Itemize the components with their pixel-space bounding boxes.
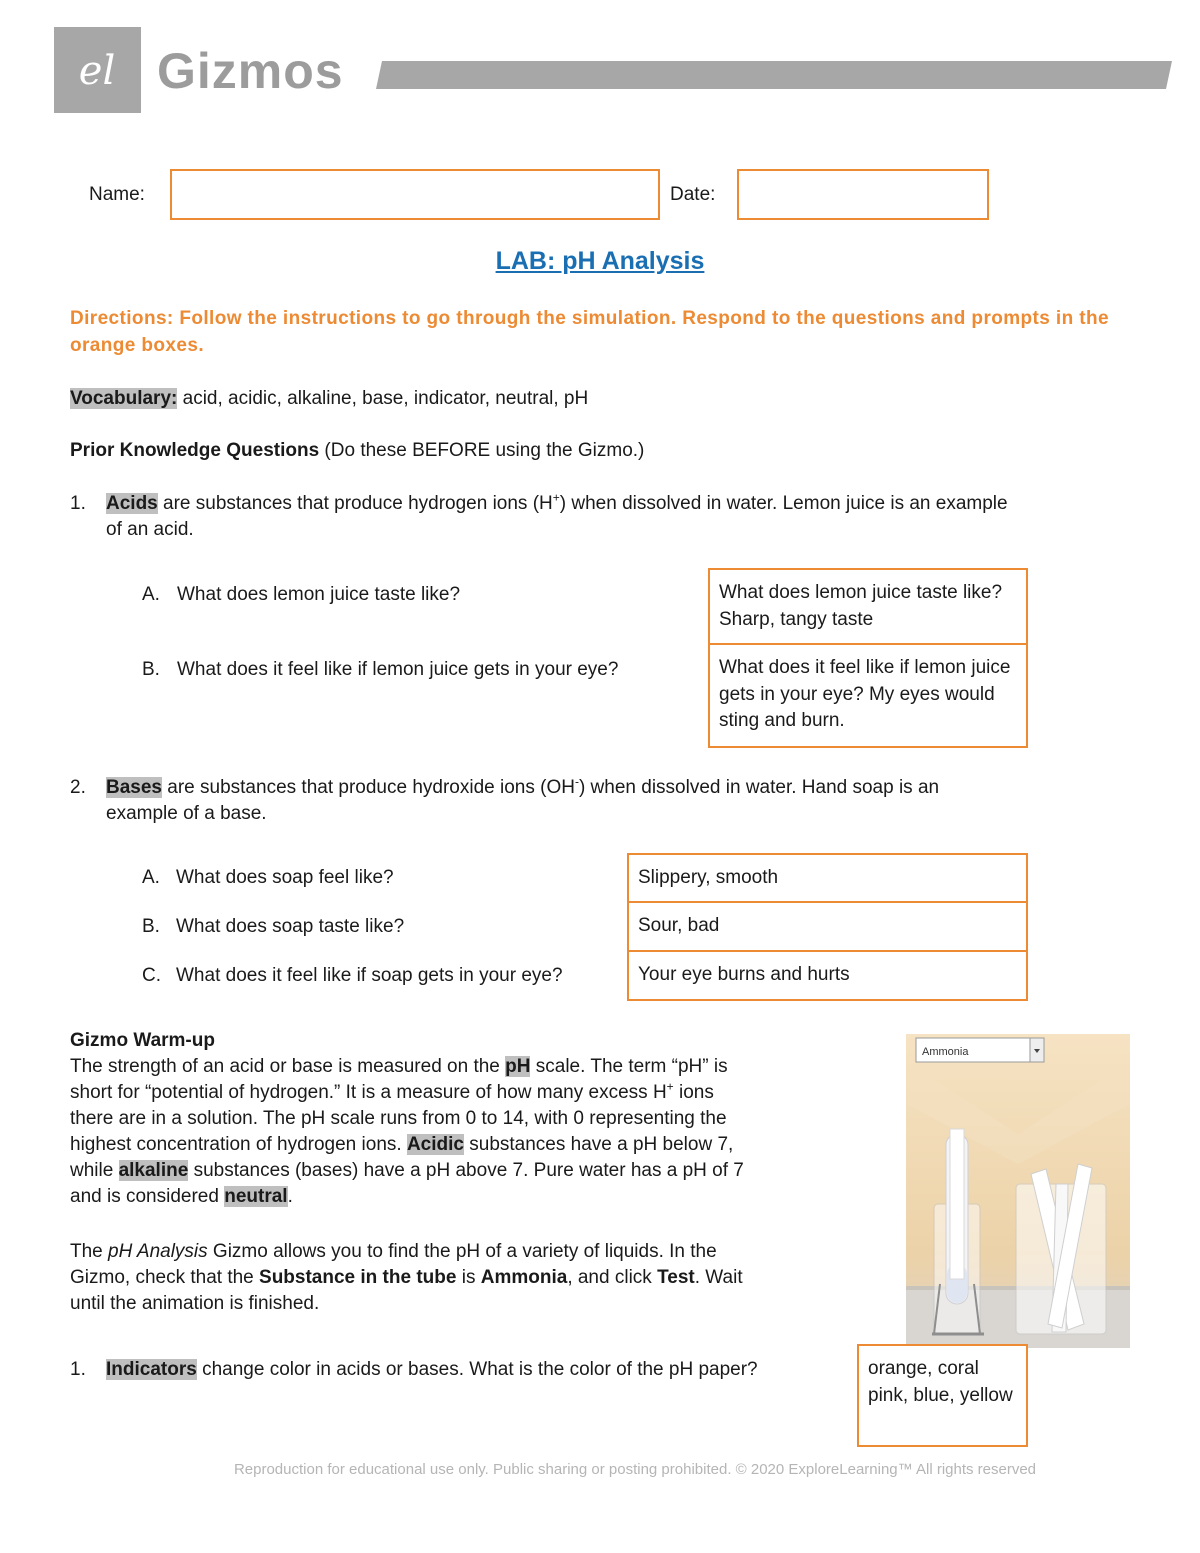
w2-t6: . Wait [694,1267,743,1288]
name-field[interactable] [170,169,660,220]
test-tube [946,1129,968,1304]
w2-t3: Gizmo, check that the [70,1267,260,1288]
brand-name: Gizmos [157,43,344,99]
w2-t1: The [70,1241,109,1262]
q1-number: 1. [70,493,86,514]
warmup-paragraph-1 [70,1054,850,1210]
svg-text:Ammonia: Ammonia [922,1046,969,1058]
q2c-answer-box[interactable]: Your eye burns and hurts [627,950,1028,1001]
warmup-q1-number: 1. [70,1359,86,1380]
substance-dropdown[interactable] [916,1038,1044,1062]
vocabulary-terms: acid, acidic, alkaline, base, indicator, neutral, pH [177,388,589,409]
name-label: Name: [89,184,145,205]
q2b-question: What does soap taste like? [176,916,405,937]
q1-keyword: Acids [106,493,158,514]
page-title: LAB: pH Analysis [495,247,705,275]
header-bar [376,61,1172,89]
brand-logo-mark [54,27,141,113]
q2-text-c: example of a base. [106,803,267,824]
warmup-q1-text [106,1357,758,1383]
beaker-with-ph-strips [1016,1164,1106,1334]
w2-t4: is [456,1267,481,1288]
q1-text-c: of an acid. [106,519,194,540]
vocabulary-line [70,386,588,412]
q1-text [106,491,1146,543]
w2-substance-label: Substance in the tube [259,1267,457,1288]
date-label: Date: [670,184,716,205]
q1b-question: What does it feel like if lemon juice gets in your eye? [177,659,619,680]
q2a-question: What does soap feel like? [176,867,394,888]
date-value [739,163,757,194]
prior-knowledge-title: Prior Knowledge Questions [70,440,320,461]
q2-sup: - [574,774,579,789]
q2a-answer-box[interactable]: Slippery, smooth [627,853,1028,903]
w-alkaline-term: alkaline [118,1160,189,1181]
gizmo-simulation-image [906,1034,1130,1348]
q1-text-a: are substances that produce hydrogen ions (H [157,493,553,514]
q1-sup: + [552,490,560,505]
warmup-q1-answer-box[interactable]: orange, coral pink, blue, yellow [857,1344,1028,1447]
w2-t5: , and click [567,1267,658,1288]
w-t2: scale. The term “pH” is [530,1056,728,1077]
warmup-heading: Gizmo Warm-up [70,1030,215,1051]
w-t5: there are in a solution. The pH scale runs from 0 to 14, with 0 representing the [70,1108,727,1129]
w-t9: substances (bases) have a pH above 7. Pure water has a pH of 7 [188,1160,744,1181]
warmup-paragraph-2 [70,1239,870,1317]
w-t6: highest concentration of hydrogen ions. [70,1134,407,1155]
w2-t2: Gizmo allows you to find the pH of a variety of liquids. In the [207,1241,717,1262]
svg-text:el: el [78,48,116,94]
q2-text-b: ) when dissolved in water. Hand soap is an [578,777,940,798]
q2-text [106,775,1146,827]
q1-text-b: ) when dissolved in water. Lemon juice is an example [559,493,1008,514]
el-logo-icon [54,27,141,113]
prior-knowledge-heading [70,438,644,464]
w-t11: . [287,1186,293,1207]
q2-text-a: are substances that produce hydroxide ions (OH [162,777,575,798]
w-t8: while [70,1160,119,1181]
w-sup: + [666,1079,674,1094]
q2-keyword: Bases [106,777,162,798]
w-t7: substances have a pH below 7, [463,1134,734,1155]
directions-text: Directions: Follow the instructions to go through the simulation. Respond to the questions and prompts in the orange boxes. [70,308,1109,356]
w2-ammonia: Ammonia [480,1267,568,1288]
q2b-letter: B. [142,916,160,937]
w-t3: short for “potential of hydrogen.” It is a measure of how many excess H [70,1082,667,1103]
q2b-answer-box[interactable]: Sour, bad [627,901,1028,952]
w-neutral-term: neutral [224,1186,288,1207]
w-t4: ions [673,1082,714,1103]
w-ph-term: pH [505,1056,531,1077]
q2c-letter: C. [142,965,161,986]
w2-t7: until the animation is finished. [70,1293,320,1314]
warmup-q1-keyword: Indicators [106,1359,197,1380]
q1a-answer-box[interactable]: What does lemon juice taste like? Sharp, tangy taste [708,568,1028,645]
q1a-letter: A. [142,584,160,605]
w-acidic-term: Acidic [406,1134,464,1155]
q2c-question: What does it feel like if soap gets in your eye? [176,965,563,986]
prior-knowledge-note: (Do these BEFORE using the Gizmo.) [319,440,645,461]
q2-number: 2. [70,777,86,798]
date-field[interactable] [737,169,989,220]
w2-test: Test [657,1267,695,1288]
footer-copyright: Reproduction for educational use only. Public sharing or posting prohibited. © 2020 ExploreLearning™ All rights reserved [233,1461,1037,1478]
q1b-answer-box[interactable]: What does it feel like if lemon juice gets in your eye? My eyes would sting and burn. [708,643,1028,748]
vocabulary-label: Vocabulary: [70,388,178,409]
q2a-letter: A. [142,867,160,888]
w2-gizmo-name: pH Analysis [108,1241,208,1262]
q1b-letter: B. [142,659,160,680]
w-t10: and is considered [70,1186,225,1207]
w-t1: The strength of an acid or base is measured on the [70,1056,506,1077]
q1a-question: What does lemon juice taste like? [177,584,461,605]
warmup-q1-question: change color in acids or bases. What is the color of the pH paper? [196,1359,758,1380]
name-value [172,163,190,194]
